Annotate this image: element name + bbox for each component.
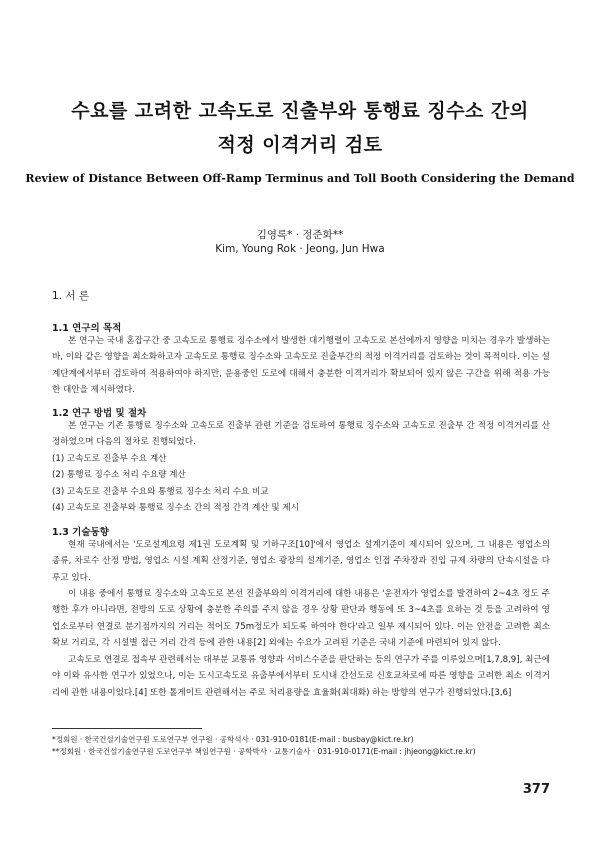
title-english: Review of Distance Between Off-Ramp Terminus and Toll Booth Considering the Demand bbox=[25, 172, 575, 185]
title-korean-line2: 적정 이격거리 검토 bbox=[217, 134, 383, 156]
procedure-item: (3) 고속도로 진출부 수요와 통행료 징수소 처리 수요 비교 bbox=[52, 486, 269, 497]
subsection-heading-purpose: 1.1 연구의 목적 bbox=[52, 323, 122, 334]
procedure-item: (1) 고속도로 진출부 수요 계산 bbox=[52, 454, 167, 464]
footnote-divider bbox=[52, 728, 202, 729]
paragraph-trends-2: 이 내용 중에서 통행료 징수소와 고속도로 본선 진출부와의 이격거리에 대한 내용은 '운전자가 영업소를 발견하여 2~4초 정도 주행한 후가 아니라면, 전방의 도로 상황에 충분한 주의를 주지 않을 경우 상황 판단과 행동에 또 3~4초를 요하는 것 등을 고려하여 영업소로부터 연결로 분기점까지의 거리는 적어도 75m정도가 되도록 하여야 한다'라고 일부 제시되어 있다. 이는 안전을 고려한 최소 확보 거리로, 각 시설별 접근 거리 간격 등에 관한 내용[2] 외에는 수요가 고려된 기준은 국내 기준에 마련되어 있지 않다. bbox=[52, 589, 550, 649]
paragraph-trends-3: 고속도로 연결로 접속부 관련해서는 대부분 교통류 영향과 서비스수준을 판단하는 등의 연구가 주를 이루었으며[1,7,8,9], 최근에야 이와 유사한 연구가 있었으나, 이는 도시고속도로 유출부에서부터 도시내 간선도로 신호교차로에 따른 영향을 고려한 최소 이격거리에 관한 내용이었다.[4] 또한 톨게이트 관련해서는 주로 처리용량을 효율화(최대화) 하는 방향의 연구가 진행되었다.[3,6] bbox=[52, 655, 550, 698]
subsection-heading-trends: 1.3 기술동향 bbox=[52, 527, 109, 538]
page-number: 377 bbox=[522, 782, 550, 797]
procedure-item: (4) 고속도로 진출부와 통행료 징수소 간의 적정 간격 계산 및 제시 bbox=[52, 503, 300, 514]
procedure-list bbox=[52, 451, 550, 517]
subsection-heading-method: 1.2 연구 방법 및 절차 bbox=[52, 408, 147, 419]
procedure-item: (2) 통행료 징수소 처리 수요량 계산 bbox=[52, 470, 186, 481]
section-heading-introduction: 1. 서 론 bbox=[52, 290, 89, 302]
paragraph-method: 본 연구는 기존 통행료 징수소와 고속도로 진출부 관련 기준을 검토하여 통행료 징수소와 고속도로 진출부 간 적정 이격거리를 산정하였으며 다음의 절차로 진행되었다. bbox=[52, 421, 550, 448]
paragraph-purpose: 본 연구는 국내 혼잡구간 중 고속도로 통행료 징수소에서 발생한 대기행렬이 고속도로 본선에까지 영향을 미치는 경우가 발생하는 바, 이와 같은 영향을 최소화하고자 고속도로 통행료 징수소와 고속도로 진출부간의 적정 이격거리를 검토하는 것이 목적이다. 이는 설계단계에서부터 검토하여 적용하여야 하지만, 운용중인 도로에 대해서 충분한 이격거리가 확보되어 있지 않은 구간을 위해 적용 가능한 대안을 제시하였다. bbox=[52, 336, 550, 396]
title-korean-line1: 수요를 고려한 고속도로 진출부와 통행료 징수소 간의 bbox=[71, 100, 529, 122]
authors-korean: 김영록* · 정준화** bbox=[256, 229, 344, 241]
footnote-author2: **정회원 · 한국건설기술연구원 도로연구부 책임연구원 · 공학박사 · 교통기술사 · 031-910-0171(E-mail : jhjeong@kict.re.kr) bbox=[52, 747, 476, 756]
paragraph-trends-1: 현재 국내에서는 '도로설계요령 제1권 도로계획 및 기하구조[10]'에서 영업소 설계기준이 제시되어 있으며, 그 내용은 영업소의 종류, 차로수 산정 방법, 영업소 시설 계획 산정기준, 영업소 광장의 설계기준, 영업소 인접 주차장과 진입 규제 차량의 단속시설을 다루고 있다. bbox=[52, 540, 550, 583]
footnotes bbox=[52, 734, 572, 758]
footnote-author1: *정회원 · 한국건설기술연구원 도로연구부 연구원 · 공학석사 · 031-910-0181(E-mail : busbay@kict.re.kr) bbox=[52, 735, 414, 744]
authors-english: Kim, Young Rok · Jeong, Jun Hwa bbox=[215, 243, 385, 255]
